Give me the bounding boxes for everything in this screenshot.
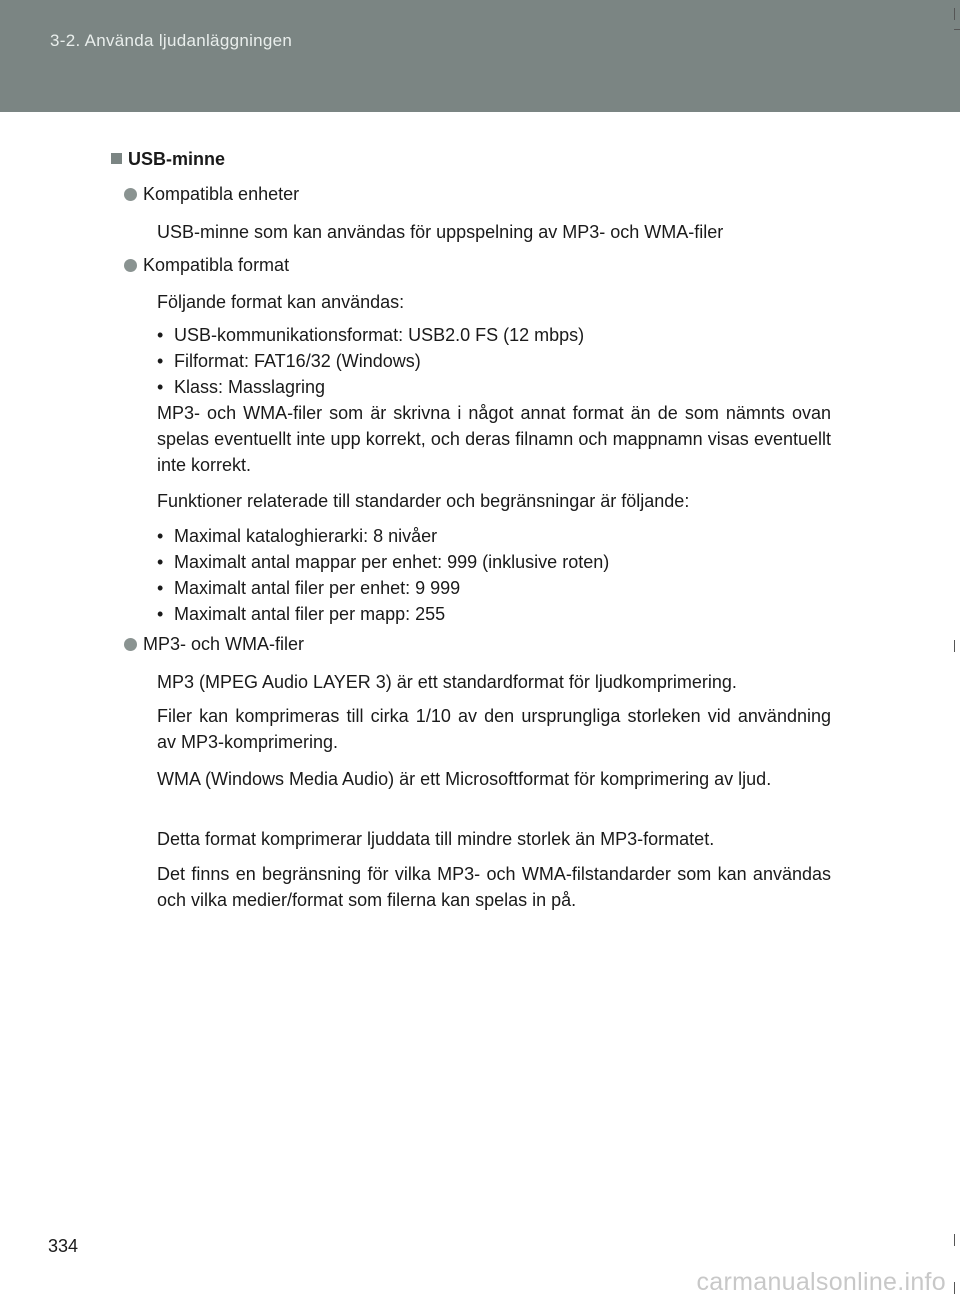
format-list [157,322,831,400]
list-item: • Maximalt antal filer per enhet: 9 999 [157,578,461,598]
paragraph: USB-minne som kan användas för uppspelning av MP3- och WMA-filer [157,222,724,242]
list-item: • Klass: Masslagring [157,377,326,397]
paragraph: Följande format kan användas: [157,292,405,312]
list-item: • Filformat: FAT16/32 (Windows) [157,351,421,371]
watermark: carmanualsonline.info [696,1268,946,1296]
list-item: • USB-kommunikationsformat: USB2.0 FS (12 mbps) [157,325,585,345]
list-item: • Maximal kataloghierarki: 8 nivåer [157,526,438,546]
crop-mark [954,1282,955,1294]
section-heading-text: USB-minne [128,149,226,169]
item-title [124,255,289,276]
list-item: • Maximalt antal mappar per enhet: 999 (inklusive roten) [157,552,610,572]
item-title-text: Kompatibla enheter [143,184,300,204]
paragraph: MP3 (MPEG Audio LAYER 3) är ett standardformat för ljudkomprimering. [157,672,737,692]
page-header-band [0,0,960,112]
circle-bullet-icon [124,638,137,651]
item-title-text: MP3- och WMA-filer [143,634,305,654]
item-title [124,184,299,205]
limits-list [157,523,831,627]
paragraph: Det finns en begränsning för vilka MP3- och WMA-filstandarder som kan användas och vilka medier/format som filerna kan spelas in på. [157,864,831,910]
paragraph: Filer kan komprimeras till cirka 1/10 av den ursprungliga storleken vid användning av MP3-komprimering. [157,706,831,752]
crop-mark [954,640,955,652]
paragraph: Funktioner relaterade till standarder och begränsningar är följande: [157,491,690,511]
paragraph: WMA (Windows Media Audio) är ett Microsoftformat för komprimering av ljud. [157,769,772,789]
page-number: 334 [48,1236,79,1256]
circle-bullet-icon [124,259,137,272]
section-heading [111,149,225,170]
item-title [124,634,304,655]
item-title-text: Kompatibla format [143,255,290,275]
square-bullet-icon [111,153,122,164]
crop-mark [954,29,960,30]
chapter-title: 3-2. Använda ljudanläggningen [50,31,293,50]
paragraph: Detta format komprimerar ljuddata till mindre storlek än MP3-formatet. [157,829,715,849]
list-item: • Maximalt antal filer per mapp: 255 [157,604,446,624]
crop-mark [954,1234,955,1246]
circle-bullet-icon [124,188,137,201]
paragraph: MP3- och WMA-filer som är skrivna i något annat format än de som nämnts ovan spelas eventuellt inte upp korrekt, och deras filnamn och mappnamn visas eventuellt inte korrekt. [157,403,831,475]
crop-mark [954,8,955,20]
